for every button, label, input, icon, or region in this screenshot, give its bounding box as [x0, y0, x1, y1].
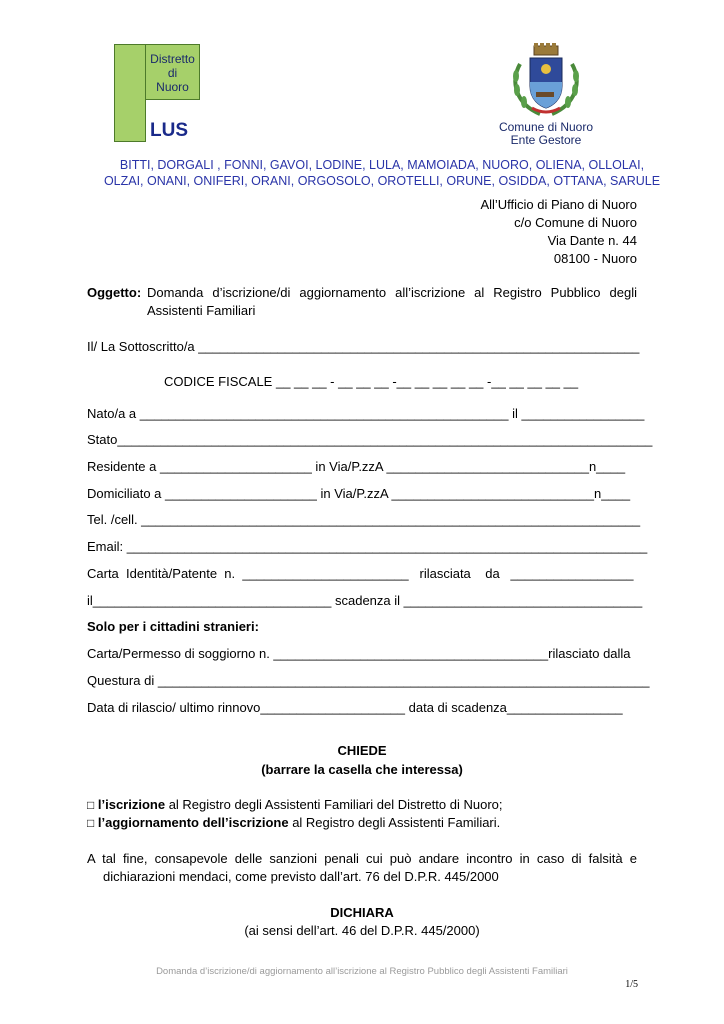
field-stato[interactable]: Stato__________________________________________________________________________	[87, 432, 653, 447]
field-scadenza[interactable]: il_________________________________ scadenza il _________________________________	[87, 593, 643, 608]
subject-text-2: Assistenti Familiari	[147, 303, 256, 318]
field-domiciliato[interactable]: Domiciliato a _____________________ in Via/P.zzA ____________________________n____	[87, 486, 631, 501]
chiede-subtitle: (barrare la casella che interessa)	[261, 762, 463, 777]
field-permesso[interactable]: Carta/Permesso di soggiorno n. ______________________________________rilasciato dalla	[87, 646, 631, 661]
crest-line-2: Ente Gestore	[510, 133, 582, 147]
footer-text: Domanda d’iscrizione/di aggiornamento all’iscrizione al Registro Pubblico degli Assistenti Familiari	[156, 966, 568, 977]
address-line: c/o Comune di Nuoro	[514, 215, 637, 230]
field-residente[interactable]: Residente a _____________________ in Via/P.zzA ____________________________n____	[87, 459, 626, 474]
field-carta-identita[interactable]: Carta Identità/Patente n. _______________________ rilasciata da _________________	[87, 566, 634, 581]
logo-brand: LUS	[150, 120, 188, 141]
option-bold: l’iscrizione	[97, 797, 166, 812]
checkbox-icon[interactable]: □	[87, 798, 95, 812]
crest-line-1: Comune di Nuoro	[498, 120, 594, 134]
address-line: Via Dante n. 44	[547, 233, 637, 248]
subject-text-1: Domanda d’iscrizione/di aggiornamento all’iscrizione al Registro Pubblico degli	[147, 285, 637, 300]
option-bold: l’aggiornamento dell’iscrizione	[97, 815, 289, 830]
option-iscrizione[interactable]	[87, 797, 503, 812]
crest-icon	[506, 42, 586, 120]
option-text: al Registro degli Assistenti Familiari del Distretto di Nuoro;	[165, 797, 503, 812]
stranieri-heading: Solo per i cittadini stranieri:	[87, 619, 259, 634]
dichiara-subtitle: (ai sensi dell’art. 46 del D.P.R. 445/2000)	[244, 923, 480, 938]
field-sottoscritto[interactable]: Il/ La Sottoscritto/a _____________________________________________________________	[87, 339, 640, 354]
field-questura[interactable]: Questura di ____________________________________________________________________	[87, 673, 650, 688]
page-number: 1/5	[625, 979, 638, 990]
towns-line-2: OLZAI, ONANI, ONIFERI, ORANI, ORGOSOLO, OROTELLI, ORUNE, OSIDDA, OTTANA, SARULE	[103, 174, 661, 188]
checkbox-icon[interactable]: □	[87, 816, 95, 830]
dichiara-title: DICHIARA	[330, 905, 394, 920]
district-logo	[114, 44, 200, 142]
address-line: 08100 - Nuoro	[553, 251, 637, 266]
field-data-rilascio[interactable]: Data di rilascio/ ultimo rinnovo____________________ data di scadenza________________	[87, 700, 623, 715]
subject-label: Oggetto:	[87, 285, 142, 300]
declaration-line-2: dichiarazioni mendaci, come previsto dall’art. 76 del D.P.R. 445/2000	[103, 869, 499, 884]
option-aggiornamento[interactable]	[87, 815, 500, 830]
field-tel[interactable]: Tel. /cell. _____________________________________________________________________	[87, 512, 641, 527]
logo-bar	[114, 44, 146, 142]
field-email[interactable]: Email: ________________________________________________________________________	[87, 539, 648, 554]
crest-caption	[484, 121, 608, 147]
logo-line-2: di	[167, 66, 178, 80]
option-text: al Registro degli Assistenti Familiari.	[288, 815, 501, 830]
field-codice-fiscale[interactable]: CODICE FISCALE __ __ __ - __ __ __ -__ __ __ __ __ -__ __ __ __ __	[164, 374, 579, 389]
chiede-title: CHIEDE	[337, 743, 387, 758]
declaration-line-1: A tal fine, consapevole delle sanzioni penali cui può andare incontro in caso di falsità e	[87, 851, 637, 866]
logo-line-1: Distretto	[150, 52, 195, 66]
field-nato[interactable]: Nato/a a ___________________________________________________ il _________________	[87, 406, 645, 421]
recipient-address	[480, 196, 637, 268]
logo-line-3: Nuoro	[156, 80, 189, 94]
address-line: All’Ufficio di Piano di Nuoro	[480, 197, 637, 212]
towns-line-1: BITTI, DORGALI , FONNI, GAVOI, LODINE, LULA, MAMOIADA, NUORO, OLIENA, OLLOLAI,	[119, 158, 645, 172]
